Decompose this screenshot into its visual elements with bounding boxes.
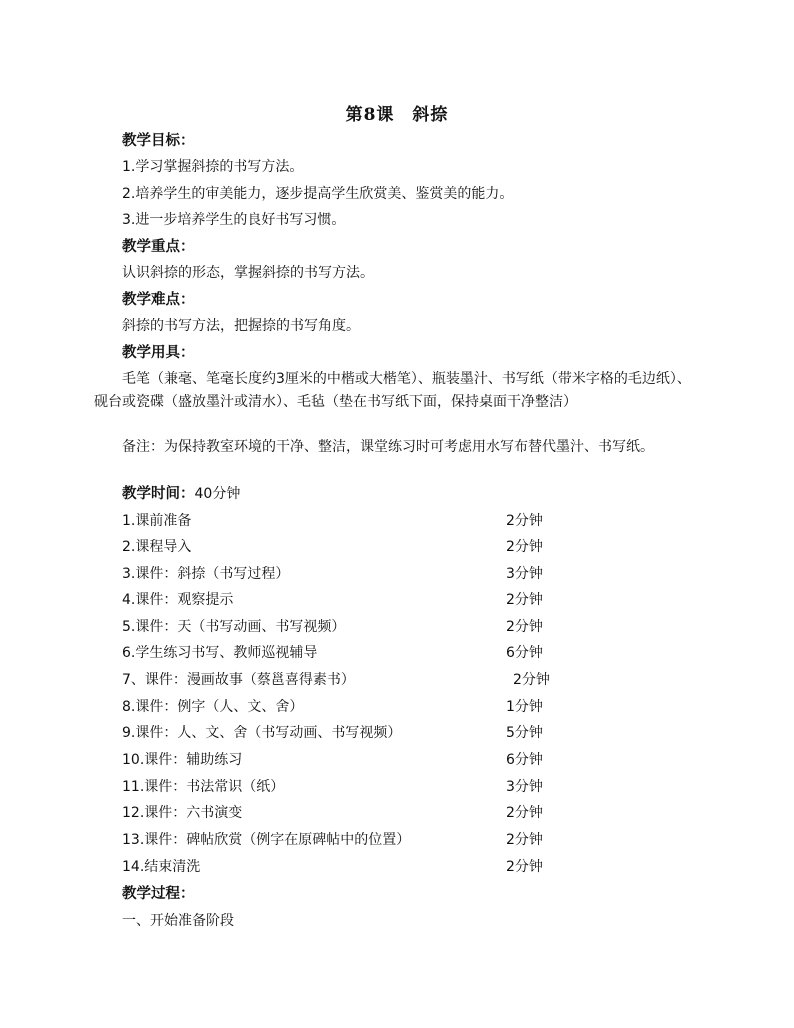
schedule-task: 1.课前准备 bbox=[122, 513, 192, 529]
process-stage-1: 一、开始准备阶段 bbox=[122, 913, 234, 929]
schedule-duration: 3分钟 bbox=[506, 566, 543, 582]
schedule-row bbox=[122, 857, 582, 877]
schedule-task: 10.课件：辅助练习 bbox=[122, 752, 243, 768]
schedule-duration: 6分钟 bbox=[506, 752, 543, 768]
time-total: 40分钟 bbox=[194, 486, 241, 502]
key-points-heading: 教学重点： bbox=[122, 238, 195, 255]
difficulties-text: 斜捺的书写方法，把握捺的书写角度。 bbox=[122, 318, 360, 334]
schedule-task: 3.课件：斜捺（书写过程） bbox=[122, 566, 290, 582]
schedule-duration: 2分钟 bbox=[506, 513, 543, 529]
time-heading-line bbox=[122, 484, 240, 504]
objective-item-3: 3.进一步培养学生的良好书写习惯。 bbox=[122, 212, 346, 228]
schedule-row bbox=[122, 643, 582, 663]
schedule-duration: 2分钟 bbox=[506, 592, 543, 608]
schedule-duration: 2分钟 bbox=[506, 539, 543, 555]
schedule-task: 5.课件：天（书写动画、书写视频） bbox=[122, 619, 346, 635]
schedule-row bbox=[122, 723, 582, 743]
schedule-task: 12.课件：六书演变 bbox=[122, 805, 243, 821]
key-points-text: 认识斜捺的形态，掌握斜捺的书写方法。 bbox=[122, 265, 374, 281]
objectives-heading: 教学目标： bbox=[122, 132, 195, 149]
objective-item-2: 2.培养学生的审美能力，逐步提高学生欣赏美、鉴赏美的能力。 bbox=[122, 186, 514, 202]
schedule-task: 4.课件：观察提示 bbox=[122, 592, 234, 608]
time-heading: 教学时间： bbox=[122, 485, 195, 502]
schedule-row bbox=[122, 670, 582, 690]
schedule-row bbox=[122, 803, 582, 823]
schedule-task: 7、课件：漫画故事（蔡邕喜得素书） bbox=[122, 672, 355, 688]
tools-note: 备注：为保持教室环境的干净、整洁，课堂练习时可考虑用水写布替代墨汁、书写纸。 bbox=[122, 439, 654, 455]
schedule-task: 14.结束清洗 bbox=[122, 859, 201, 875]
schedule-task: 2.课程导入 bbox=[122, 539, 192, 555]
schedule-row bbox=[122, 617, 582, 637]
schedule-duration: 6分钟 bbox=[506, 645, 543, 661]
schedule-row bbox=[122, 537, 582, 557]
process-heading: 教学过程： bbox=[122, 885, 195, 902]
objective-item-1: 1.学习掌握斜捺的书写方法。 bbox=[122, 159, 304, 175]
lesson-title: 第8课 斜捺 bbox=[345, 105, 449, 125]
schedule-row bbox=[122, 750, 582, 770]
schedule-task: 11.课件：书法常识（纸） bbox=[122, 779, 285, 795]
schedule-row bbox=[122, 590, 582, 610]
schedule-duration: 2分钟 bbox=[506, 619, 543, 635]
schedule-task: 8.课件：例字（人、文、舍） bbox=[122, 699, 304, 715]
schedule-row bbox=[122, 830, 582, 850]
schedule-duration: 2分钟 bbox=[506, 805, 543, 821]
schedule-task: 6.学生练习书写、教师巡视辅导 bbox=[122, 645, 318, 661]
difficulties-heading: 教学难点： bbox=[122, 291, 195, 308]
schedule-row bbox=[122, 777, 582, 797]
schedule-duration: 5分钟 bbox=[506, 725, 543, 741]
schedule-task: 13.课件：碑帖欣赏（例字在原碑帖中的位置） bbox=[122, 832, 411, 848]
schedule-duration: 1分钟 bbox=[506, 699, 543, 715]
schedule-duration: 2分钟 bbox=[506, 832, 543, 848]
schedule-duration: 2分钟 bbox=[506, 859, 543, 875]
schedule-row bbox=[122, 511, 582, 531]
tools-paragraph: 毛笔（兼毫、笔毫长度约3厘米的中楷或大楷笔）、瓶装墨汁、书写纸（带米字格的毛边纸）、砚台或瓷碟（盛放墨汁或清水）、毛毡（垫在书写纸下面，保持桌面干净整洁） bbox=[94, 371, 691, 410]
schedule-row bbox=[122, 697, 582, 717]
tools-heading: 教学用具： bbox=[122, 344, 195, 361]
schedule-row bbox=[122, 564, 582, 584]
schedule-duration: 2分钟 bbox=[513, 672, 550, 688]
schedule-task: 9.课件：人、文、舍（书写动画、书写视频） bbox=[122, 725, 402, 741]
schedule-duration: 3分钟 bbox=[506, 779, 543, 795]
